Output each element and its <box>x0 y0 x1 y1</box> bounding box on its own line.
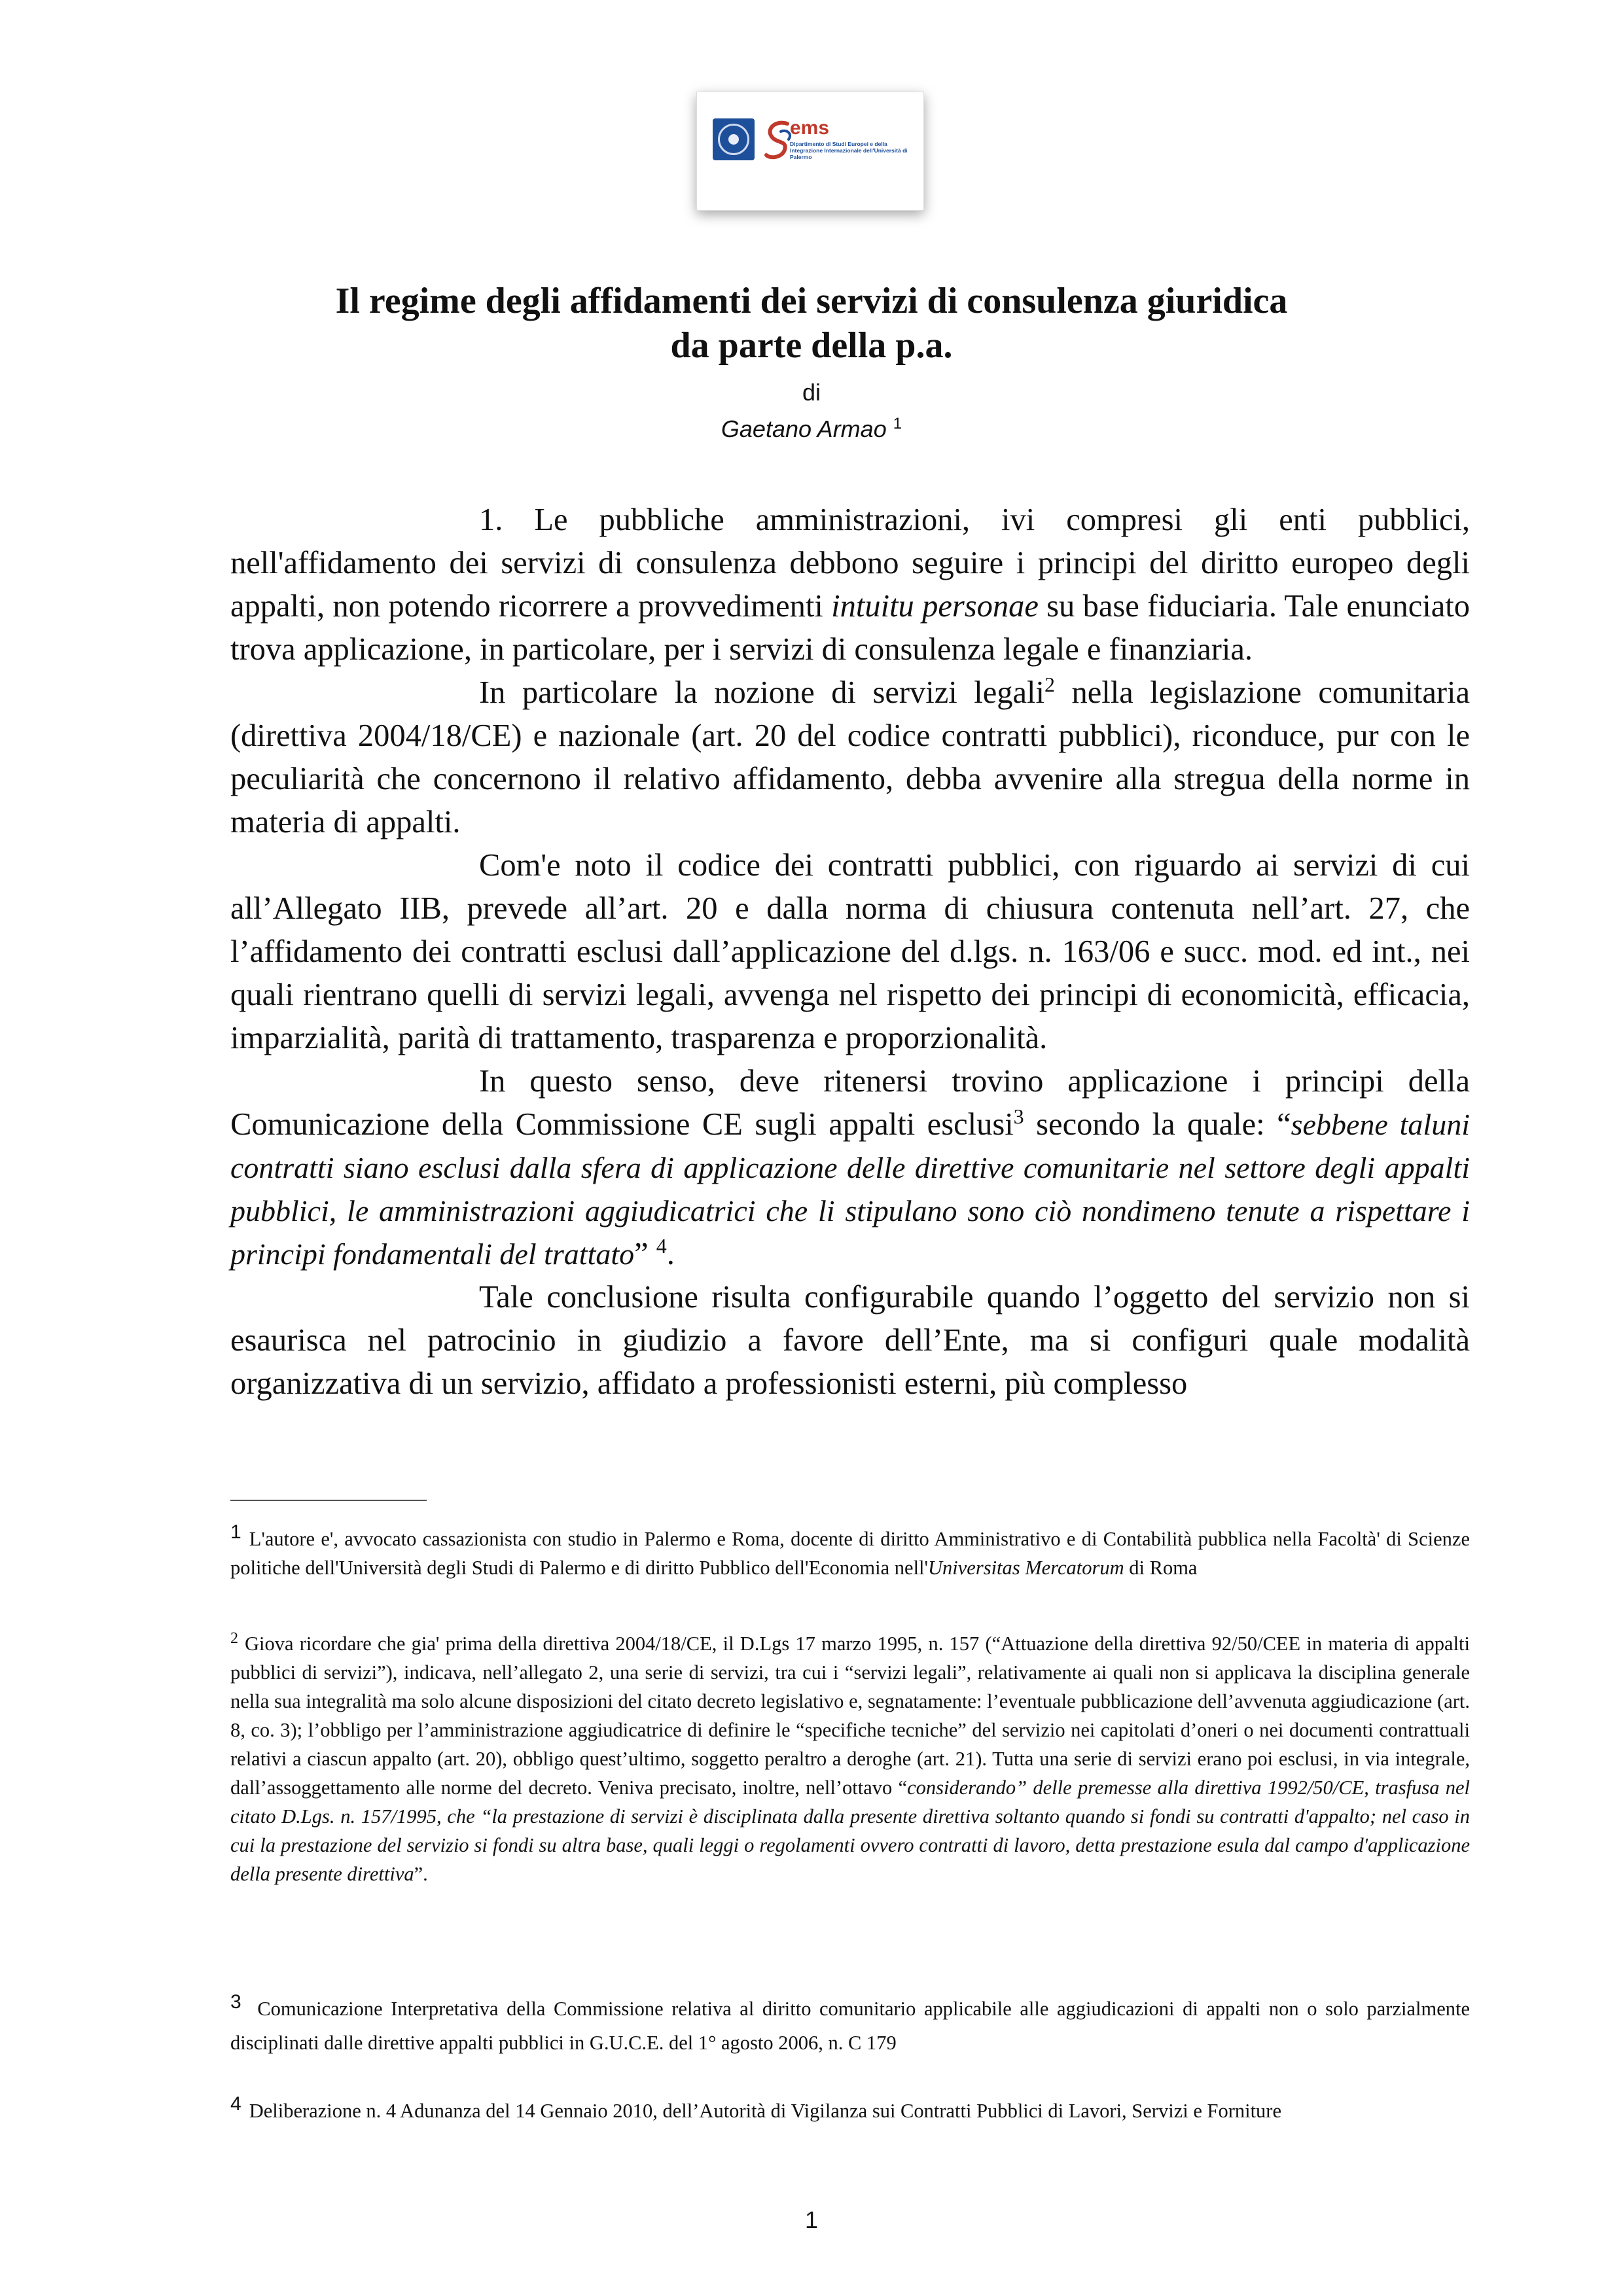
department-logo <box>696 92 924 211</box>
footnote-ref-2[interactable]: 2 <box>1044 672 1055 696</box>
footnote-3: 3 Comunicazione Interpretativa della Commissione relativa al diritto comunitario applicabile alle aggiudicazioni di appalti non o solo parzialmente disciplinati dalle direttive appalti pubblici in G.U.C.E. del 1° agosto 2006, n. C 179 <box>230 1990 1470 2054</box>
footnote-ref-3[interactable]: 3 <box>1013 1104 1024 1128</box>
page-number: 1 <box>804 2206 819 2233</box>
byline-di: di <box>802 379 821 406</box>
footnote-4: 4 Deliberazione n. 4 Adunanza del 14 Gennaio 2010, dell’Autorità di Vigilanza sui Contratti Pubblici di Lavori, Servizi e Forniture <box>230 2093 1281 2122</box>
footnote-1: 1 L'autore e', avvocato cassazionista con studio in Palermo e Roma, docente di diritto Amministrativo e di Contabilità pubblica nella Facoltà' di Scienze politiche dell'Università degli Studi di Palermo e di diritto Pubblico dell'Economia nell'Universitas Mercatorum di Roma <box>230 1521 1470 1579</box>
quote-text: sebbene taluni contratti siano esclusi dalla sfera di applicazione delle direttive comunitarie nel settore degli appalti pubblici, le amministrazioni aggiudicatrici che li stipulano sono ciò nondimeno tenute a rispettare i principi fondamentali del trattato <box>230 1108 1470 1271</box>
footnote-ref-4[interactable]: 4 <box>656 1233 667 1258</box>
university-seal-icon <box>713 118 755 160</box>
footnote-2: $^2$ Giova ricordare che gia' prima della direttiva 2004/18/CE, il D.Lgs 17 marzo 1995, n. 157 (“Attuazione della direttiva 92/50/CEE in materia di appalti pubblici di servizi”), indicava, nell’allegato 2, una serie di servizi, tra cui i “servizi legali”, relativamente ai quali non si applicava la disciplina generale nella sua integralità ma solo alcune disposizioni del citato decreto legislativo e, segnatamente: l’eventuale pubblicazione dell’avvenuta aggiudicazione (art. 8, co. 3); l’obbligo per l’amministrazione aggiudicatrice di definire le “specifiche tecniche” del servizio nei capitolati d’oneri o nei documenti contrattuali relativi a ciascun appalto (art. 20), obbligo quest’ultimo, soggetto peraltro a deroghe (art. 21). Tutta una serie di servizi erano poi esclusi, in via integrale, dall’assoggettamento alle norme del decreto. Veniva precisato, inoltre, nell’ottavo “considerando” delle premesse alla direttiva 1992/50/CE, trasfusa nel citato D.Lgs. n. 157/1995, che “la prestazione di servizi è disciplinata dalla presente direttiva soltanto quando si fondi su contratti d'appalto; nel caso in cui la prestazione del servizio si fondi su altra base, quali leggi o regolamenti ovvero contratti di lavoro, detta prestazione esula dal campo d'applicazione della presente direttiva”. <box>230 1629 1471 1885</box>
paragraph-1: 1. Le pubbliche amministrazioni, ivi compresi gli enti pubblici, nell'affidamento dei servizi di consulenza debbono seguire i principi del diritto europeo degli appalti, non potendo ricorrere a provvedimenti intuitu personae su base fiduciaria. Tale enunciato trova applicazione, in particolare, per i servizi di consulenza legale e finanziaria. <box>230 503 1470 667</box>
footnote-separator <box>230 1500 427 1501</box>
byline-author <box>0 415 1623 444</box>
paragraph-3: Com'e noto il codice dei contratti pubblici, con riguardo ai servizi di cui all’Allegato IIB, prevede all’art. 20 e dalla norma di chiusura contenuta nell’art. 27, che l’affidamento dei contratti esclusi dall’applicazione del d.lgs. n. 163/06 e succ. mod. ed int., nei quali rientrano quelli di servizi legali, avvenga nel rispetto dei principi di economicità, efficacia, imparzialità, parità di trattamento, trasparenza e proporzionalità. <box>230 848 1470 1055</box>
logo-ems-word: ems <box>790 117 830 139</box>
document-title-line1: Il regime degli affidamenti dei servizi di consulenza giuridica <box>335 281 1288 321</box>
paragraph-2: In particolare la nozione di servizi legali$^2$ nella legislazione comunitaria (direttiva 2004/18/CE) e nazionale (art. 20 del codice contratti pubblici), riconduce, pur con le peculiarità che concernono il relativo affidamento, debba avvenire alla stregua della norme in materia di appalti. <box>230 672 1470 839</box>
document-title-line2: da parte della p.a. <box>670 325 953 366</box>
logo-description: Dipartimento di Studi Europei e della Integrazione Internazionale dell'Università di Palermo <box>790 141 908 160</box>
author-footnote-ref[interactable]: 1 <box>893 415 902 433</box>
paragraph-5: Tale conclusione risulta configurabile quando l’oggetto del servizio non si esaurisca nel patrocinio in giudizio a favore dell’Ente, ma si configuri quale modalità organizzativa di un servizio, affidato a professionisti esterni, più complesso <box>230 1280 1470 1401</box>
author-name: Gaetano Armao <box>721 415 887 442</box>
paragraph-4: In questo senso, deve ritenersi trovino applicazione i principi della Comunicazione della Commissione CE sugli appalti esclusi$^3$ secondo la quale: “sebbene taluni contratti siano esclusi dalla sfera di applicazione delle direttive comunitarie nel settore degli appalti pubblici, le amministrazioni aggiudicatrici che li stipulano sono ciò nondimeno tenute a rispettare i principi fondamentali del trattato” $^4$. <box>230 1064 1470 1271</box>
body-text <box>230 499 1470 1405</box>
